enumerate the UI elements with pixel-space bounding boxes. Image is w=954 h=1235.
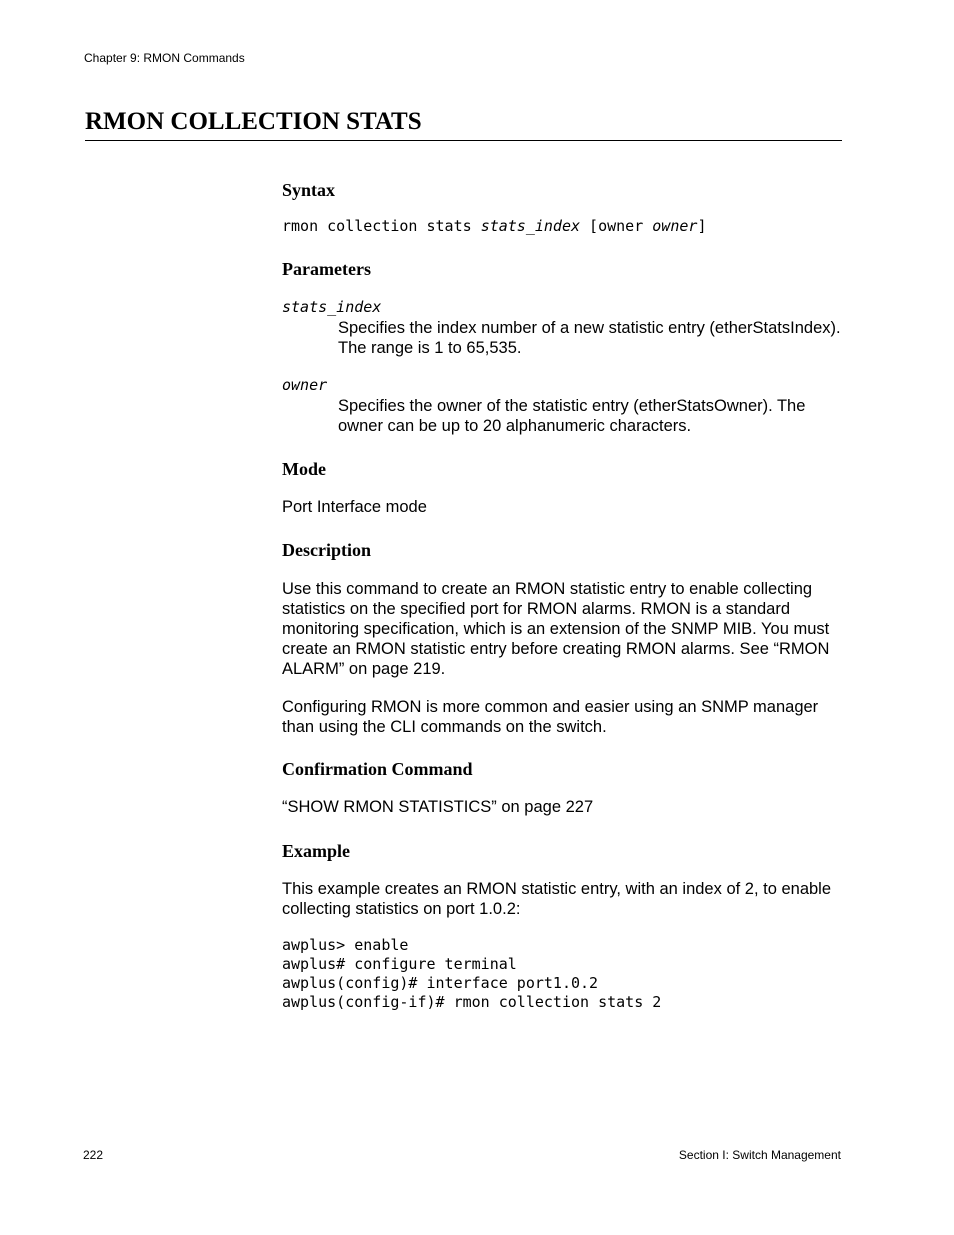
mode-text: Port Interface mode [282, 498, 427, 516]
syntax-option-close: ] [697, 217, 707, 235]
syntax-line [282, 217, 706, 235]
param-desc-owner: Specifies the owner of the statistic entry (etherStatsOwner). The owner can be up to 20 alphanumeric characters. [338, 397, 806, 435]
footer-section: Section I: Switch Management [678, 1148, 841, 1162]
confirmation-heading: Confirmation Command [282, 759, 473, 779]
parameters-heading: Parameters [282, 259, 371, 279]
example-code-block [282, 936, 661, 1012]
code-line: awplus# configure terminal [282, 955, 517, 973]
mode-heading: Mode [282, 459, 326, 479]
param-desc-stats-index: Specifies the index number of a new statistic entry (etherStatsIndex). The range is 1 to 65,535. [338, 319, 841, 357]
syntax-arg-owner: owner [652, 217, 698, 235]
code-line: awplus(config)# interface port1.0.2 [282, 974, 599, 992]
param-name-stats-index: stats_index [282, 298, 382, 316]
page-title: RMON COLLECTION STATS [85, 107, 842, 141]
syntax-arg-stats-index: stats_index [480, 217, 581, 235]
description-heading: Description [282, 540, 371, 560]
param-name-owner: owner [282, 376, 328, 394]
syntax-heading: Syntax [282, 180, 336, 200]
code-line: awplus(config-if)# rmon collection stats 2 [282, 993, 662, 1011]
description-paragraph-1: Use this command to create an RMON statistic entry to enable collecting statistics on the specified port for RMON alarms. RMON is a standard monitoring specification, which is an extension of the SNMP MIB. You must create an RMON statistic entry before creating RMON alarms. See “RMON ALARM” on page 219. [282, 580, 830, 678]
page-number: 222 [83, 1148, 104, 1162]
syntax-option-open: [owner [580, 217, 653, 235]
syntax-command: rmon collection stats [282, 217, 481, 235]
code-line: awplus> enable [282, 936, 409, 954]
confirmation-text: “SHOW RMON STATISTICS” on page 227 [282, 798, 594, 816]
description-paragraph-2: Configuring RMON is more common and easier using an SNMP manager than using the CLI commands on the switch. [282, 698, 819, 736]
example-heading: Example [282, 841, 351, 861]
running-header: Chapter 9: RMON Commands [84, 51, 245, 65]
example-text: This example creates an RMON statistic entry, with an index of 2, to enable collecting statistics on port 1.0.2: [282, 880, 832, 918]
